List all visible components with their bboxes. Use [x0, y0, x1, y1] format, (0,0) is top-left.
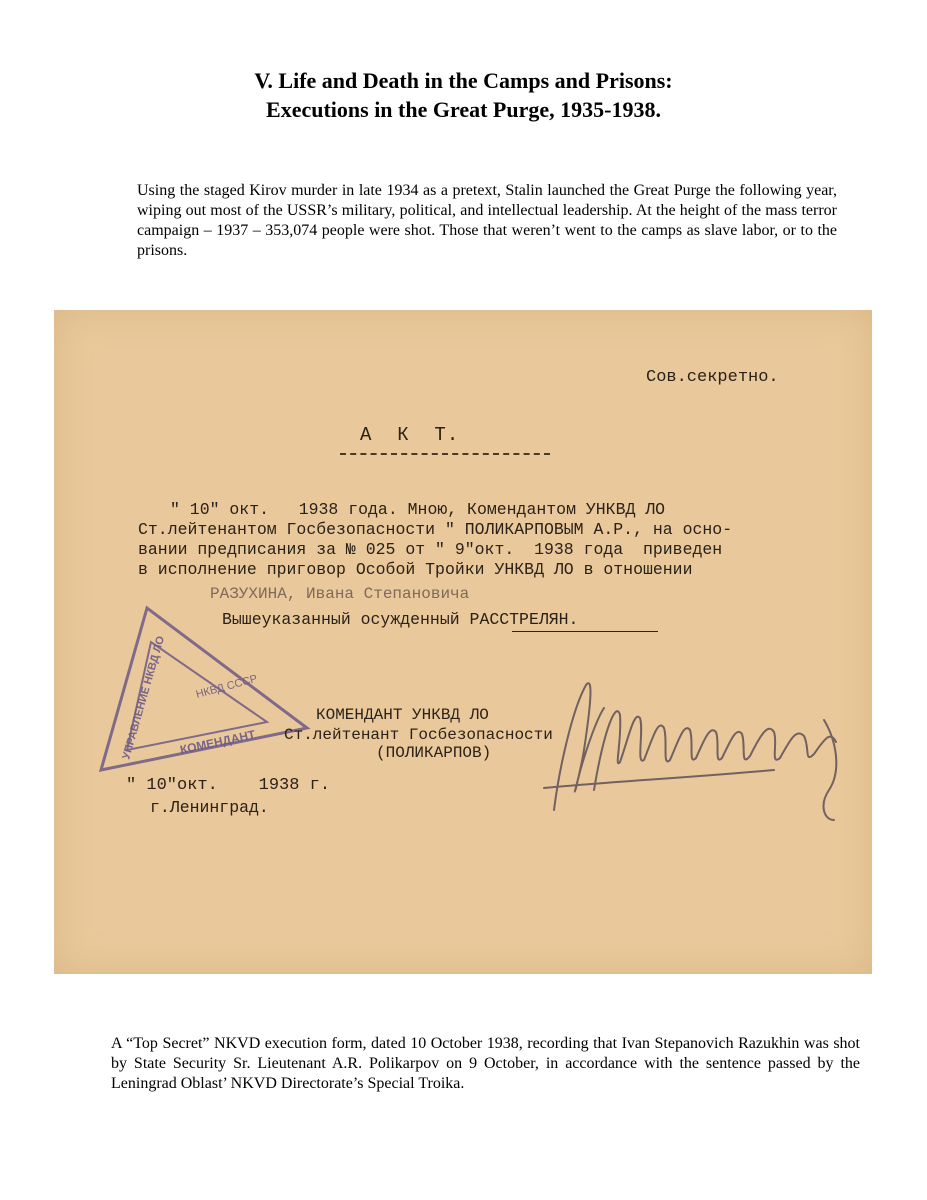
signature-block-rank: Ст.лейтенант Госбезопасности — [284, 726, 553, 744]
title-line-2: Executions in the Great Purge, 1935-1938. — [266, 97, 661, 122]
stamp-inner-text: НКВД СССР — [194, 672, 259, 701]
document-line-4: в исполнение приговор Особой Тройки УНКВД ЛО в отношении — [138, 560, 693, 579]
intro-paragraph: Using the staged Kirov murder in late 1934 as a pretext, Stalin launched the Great Purge the following year, wiping out most of the USSR’s military, political, and intellectual leadership. At the height of the mass terror campaign – 1937 – 353,074 people were shot. Those that weren’t went to the camps as slave labor, or to the prisons. — [137, 182, 837, 259]
triangle-stamp — [89, 600, 319, 785]
document-image — [54, 310, 872, 974]
document-line-3: вании предписания за № 025 от " 9"окт. 1938 года приведен — [138, 540, 723, 559]
document-line-2: Ст.лейтенантом Госбезопасности " ПОЛИКАРПОВЫМ А.Р., на осно- — [138, 520, 733, 539]
image-caption: A “Top Secret” NKVD execution form, dated 10 October 1938, recording that Ivan Stepanovich Razukhin was shot by State Security Sr. Lieutenant A.R. Polikarpov on 9 October, in accordance with the sentence passed by the Leningrad Oblast’ NKVD Directorate’s Special Troika. — [111, 1035, 860, 1092]
verdict-underline — [512, 631, 658, 632]
heading-underline — [340, 453, 550, 455]
signature-block-name: (ПОЛИКАРПОВ) — [376, 744, 492, 762]
signature-block-title: КОМЕНДАНТ УНКВД ЛО — [316, 706, 489, 724]
document-city: г.Ленинград. — [150, 798, 269, 817]
condemned-name: РАЗУХИНА, Ивана Степановича — [210, 585, 470, 603]
handwritten-signature — [524, 670, 854, 830]
title-line-1: V. Life and Death in the Camps and Prisons: — [254, 68, 673, 93]
page-title — [0, 66, 927, 124]
document-heading: А К Т. — [360, 424, 460, 446]
document-line-1: " 10" окт. 1938 года. Мною, Комендантом УНКВД ЛО — [170, 500, 666, 519]
document-date: " 10"окт. 1938 г. — [126, 776, 331, 795]
stamp-outer-text: УПРАВЛЕНИЕ НКВД ЛО — [120, 634, 168, 761]
verdict-line: Вышеуказанный осужденный РАССТРЕЛЯН. — [222, 610, 579, 629]
classification-label: Сов.секретно. — [646, 368, 779, 387]
stamp-bottom-text: КОМЕНДАНТ — [178, 727, 257, 757]
